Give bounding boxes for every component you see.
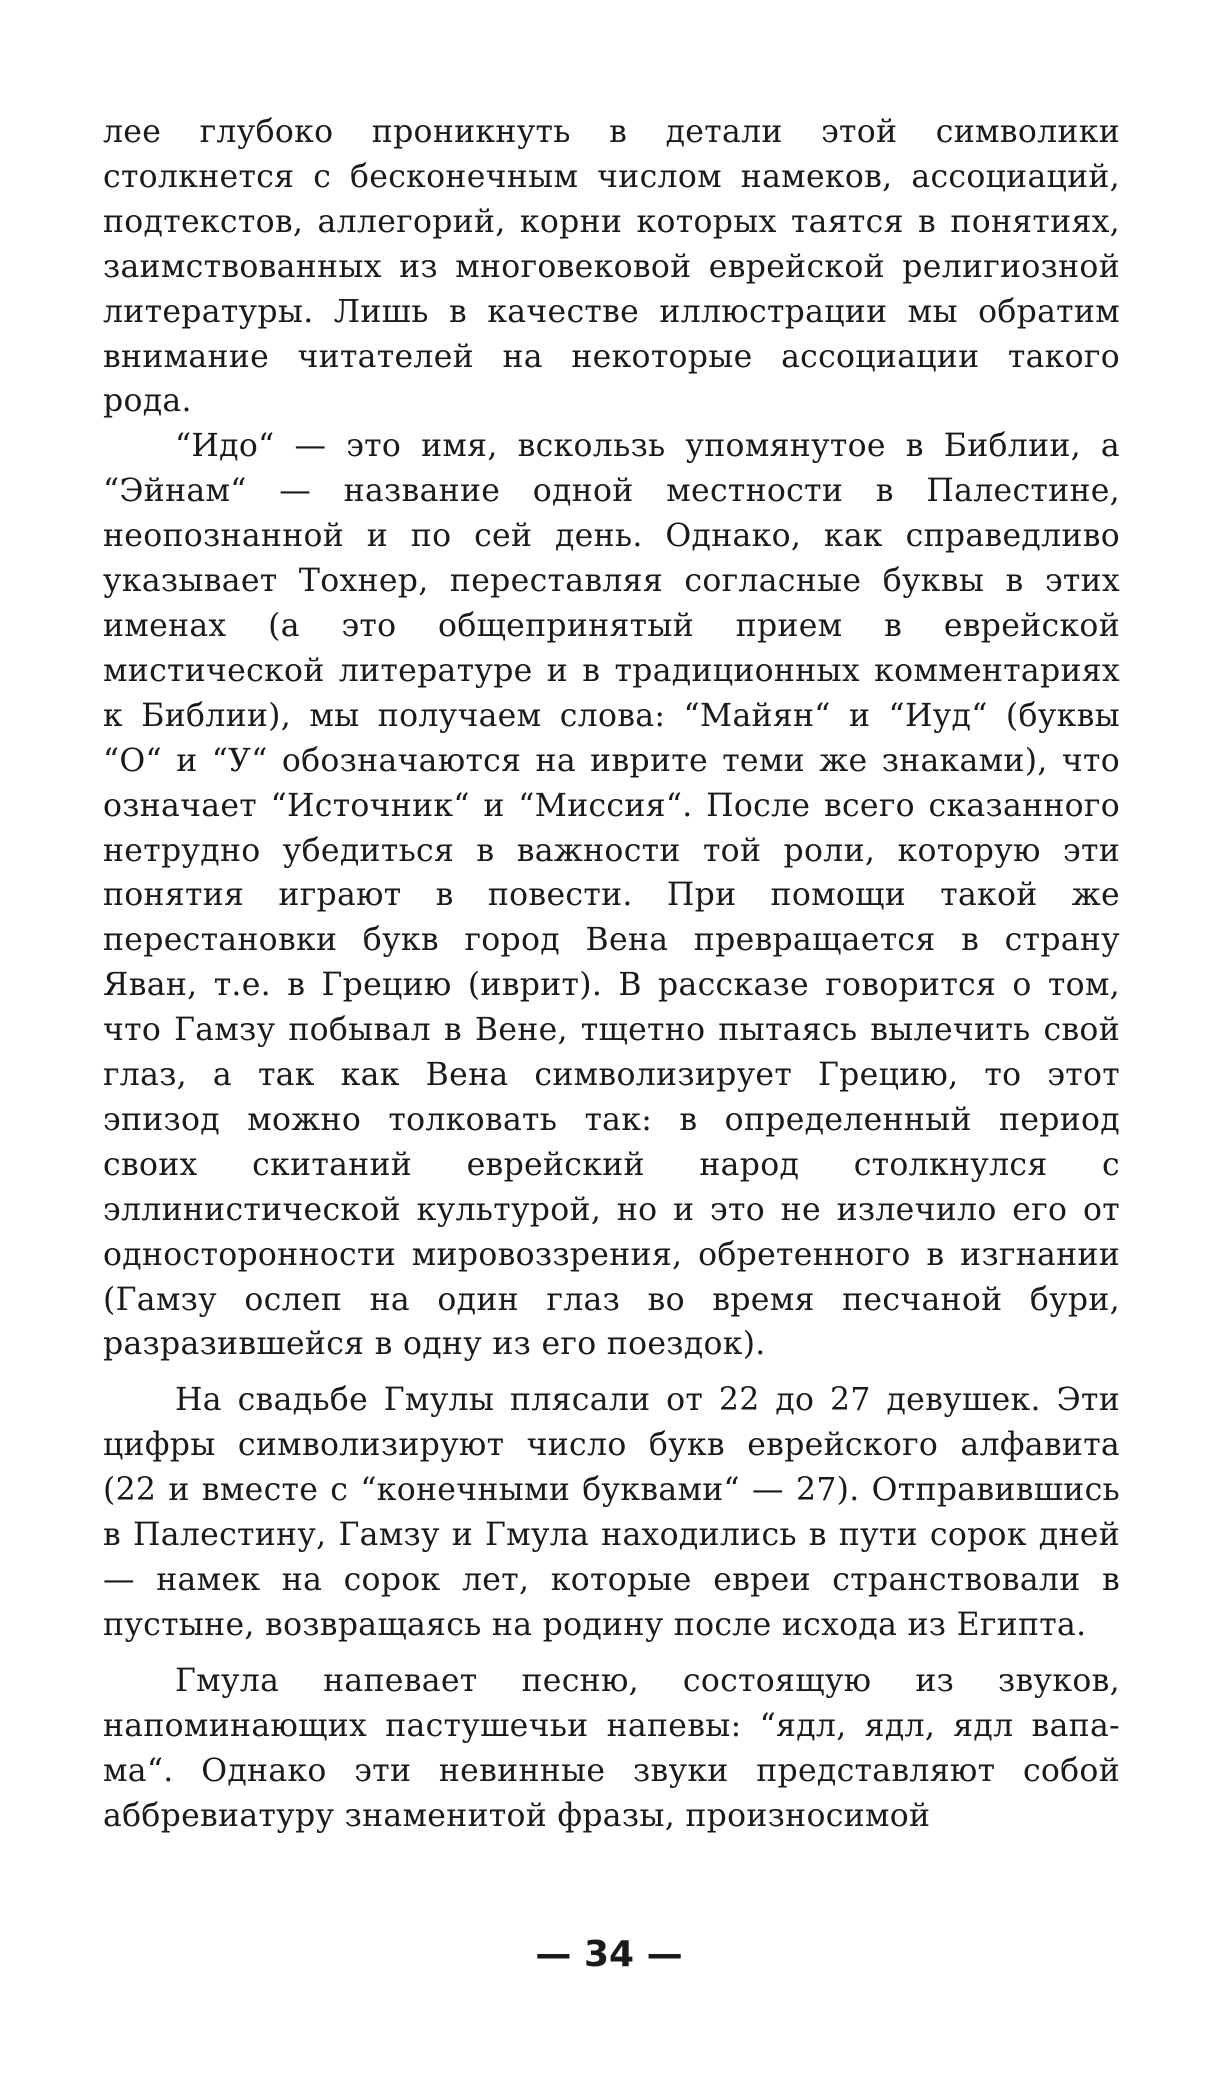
paragraph-continuation: лее глубоко проникнуть в детали этой символики столкнется с бесконечным числом намеков, ассоциаций, подтекстов, аллегорий, корни которых таятся в понятиях, заимствованных из многовековой еврейской религиозной литературы. Лишь в качестве иллюстрации мы обратим внимание читателей на некоторые ассоциации такого рода. xyxy=(103,114,1120,420)
paragraph-wedding: На свадьбе Гмулы плясали от 22 до 27 девушек. Эти цифры символизируют число букв еврейского алфавита (22 и вместе с “конечными буквами“ — 27). Отправившись в Палестину, Гамзу и Гмула находились в пути сорок дней — намек на сорок лет, которые евреи странствовали в пустыне, возвращаясь на родину после исхода из Египта. xyxy=(103,1382,1120,1643)
page-body xyxy=(103,110,1120,1838)
paragraph-song: Гмула напевает песню, состоящую из звуков, напоминающих пастушечьи напевы: “ядл, ядл, ядл вапа-ма“. Однако эти невинные звуки представляют собой аббревиатуру знаменитой фразы, произносимой xyxy=(103,1662,1120,1834)
page-number: — 34 — xyxy=(535,1934,683,1975)
paragraph-ido-einam: “Идо“ — это имя, вскользь упомянутое в Библии, а “Эйнам“ — название одной местности в Палестине, неопознанной и по сей день. Однако, как справедливо указывает Тохнер, переставляя согласные буквы в этих именах (а это общепринятый прием в еврейской мистической литературе и в традиционных комментариях к Библии), мы получаем слова: “Майян“ и “Иуд“ (буквы “О“ и “У“ обозначаются на иврите теми же знаками), что означает “Источник“ и “Миссия“. После всего сказанного нетрудно убедиться в важности той роли, которую эти понятия играют в повести. При помощи такой же перестановки букв город Вена превращается в страну Яван, т.е. в Грецию (иврит). В рассказе говорится о том, что Гамзу побывал в Вене, тщетно пытаясь вылечить свой глаз, а так как Вена символизирует Грецию, то этот эпизод можно толковать так: в определенный период своих скитаний еврейский народ столкнулся с эллинистической культурой, но и это не излечило его от односторонности мировоззрения, обретенного в изгнании (Гамзу ослеп на один глаз во время песчаной бури, разразившейся в одну из его поездок). xyxy=(103,428,1120,1363)
